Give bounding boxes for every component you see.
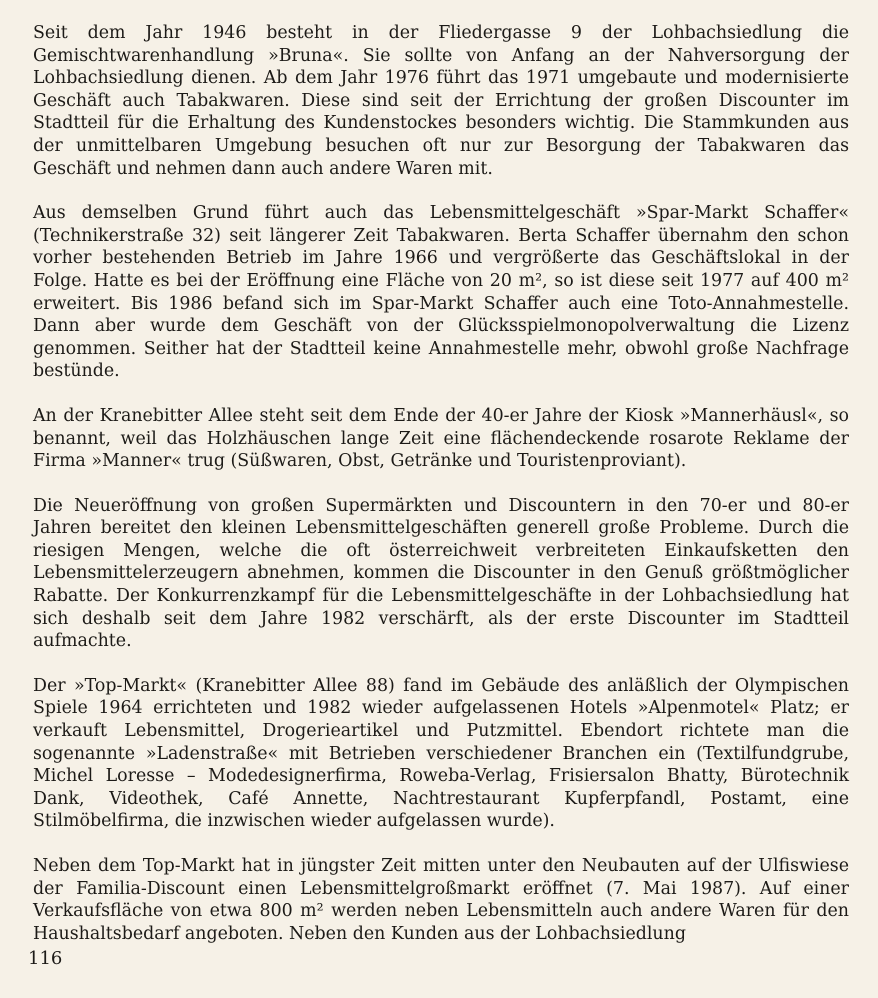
paragraph-top-markt: Der »Top-Markt« (Kranebitter Allee 88) fand im Gebäude des anläßlich der Olympischen Spiele 1964 errichteten und 1982 wieder aufgelassenen Hotels »Alpenmotel« Platz; er verkauft Lebensmittel, Drogerieartikel und Putzmittel. Ebendort richtete man die sogenannte »Ladenstraße« mit Betrieben verschiedener Branchen ein (Textilfundgrube, Michel Loresse – Modedesignerfirma, Roweba-Verlag, Frisiersalon Bhatty, Bürotechnik Dank, Videothek, Café Annette, Nachtrestaurant Kupferpfandl, Postamt, eine Stilmöbelfirma, die inzwischen wieder aufgelassen wurde). [33,675,849,832]
paragraph-mannerhaeusl: An der Kranebitter Allee steht seit dem Ende der 40-er Jahre der Kiosk »Mannerhäusl«, so benannt, weil das Holzhäuschen lange Zeit eine flächendeckende rosarote Reklame der Firma »Manner« trug (Süßwaren, Obst, Getränke und Touristenproviant). [33,405,849,472]
page-number: 116 [28,948,63,969]
paragraph-bruna: Seit dem Jahr 1946 besteht in der Fliedergasse 9 der Lohbachsiedlung die Gemischtwarenhandlung »Bruna«. Sie sollte von Anfang an der Nahversorgung der Lohbachsiedlung dienen. Ab dem Jahr 1976 führt das 1971 umgebaute und modernisierte Geschäft auch Tabakwaren. Diese sind seit der Errichtung der großen Discounter im Stadtteil für die Erhaltung des Kundenstockes besonders wichtig. Die Stammkunden aus der unmittelbaren Umgebung besuchen oft nur zur Besorgung der Tabakwaren das Geschäft und nehmen dann auch andere Waren mit. [33,23,849,179]
paragraph-familia-discount: Neben dem Top-Markt hat in jüngster Zeit mitten unter den Neubauten auf der Ulfiswiese der Familia-Discount einen Lebensmittelgroßmarkt eröffnet (7. Mai 1987). Auf einer Verkaufsfläche von etwa 800 m² werden neben Lebensmitteln auch andere Waren für den Haushaltsbedarf angeboten. Neben den Kunden aus der Lohbachsiedlung [33,856,849,944]
paragraph-spar-markt: Aus demselben Grund führt auch das Lebensmittelgeschäft »Spar-Markt Schaffer« (Technikerstraße 32) seit längerer Zeit Tabakwaren. Berta Schaffer übernahm den schon vorher bestehenden Betrieb im Jahre 1966 und vergrößerte das Geschäftslokal in der Folge. Hatte es bei der Eröffnung eine Fläche von 20 m², so ist diese seit 1977 auf 400 m² erweitert. Bis 1986 befand sich im Spar-Markt Schaffer auch eine Toto-Annahmestelle. Dann aber wurde dem Geschäft von der Glücksspielmonopolverwaltung die Lizenz genommen. Seither hat der Stadtteil keine Annahmestelle mehr, obwohl große Nachfrage bestünde. [33,203,849,382]
document-body [33,22,849,967]
paragraph-discounter: Die Neueröffnung von großen Supermärkten und Discountern in den 70-er und 80-er Jahren bereitet den kleinen Lebensmittelgeschäften generell große Probleme. Durch die riesigen Mengen, welche die oft österreichweit verbreiteten Einkaufsketten den Lebensmittelerzeugern abnehmen, kommen die Discounter in den Genuß größtmöglicher Rabatte. Der Konkurrenzkampf für die Lebensmittelgeschäfte in der Lohbachsiedlung hat sich deshalb seit dem Jahre 1982 verschärft, als der erste Discounter im Stadtteil aufmachte. [33,495,849,652]
